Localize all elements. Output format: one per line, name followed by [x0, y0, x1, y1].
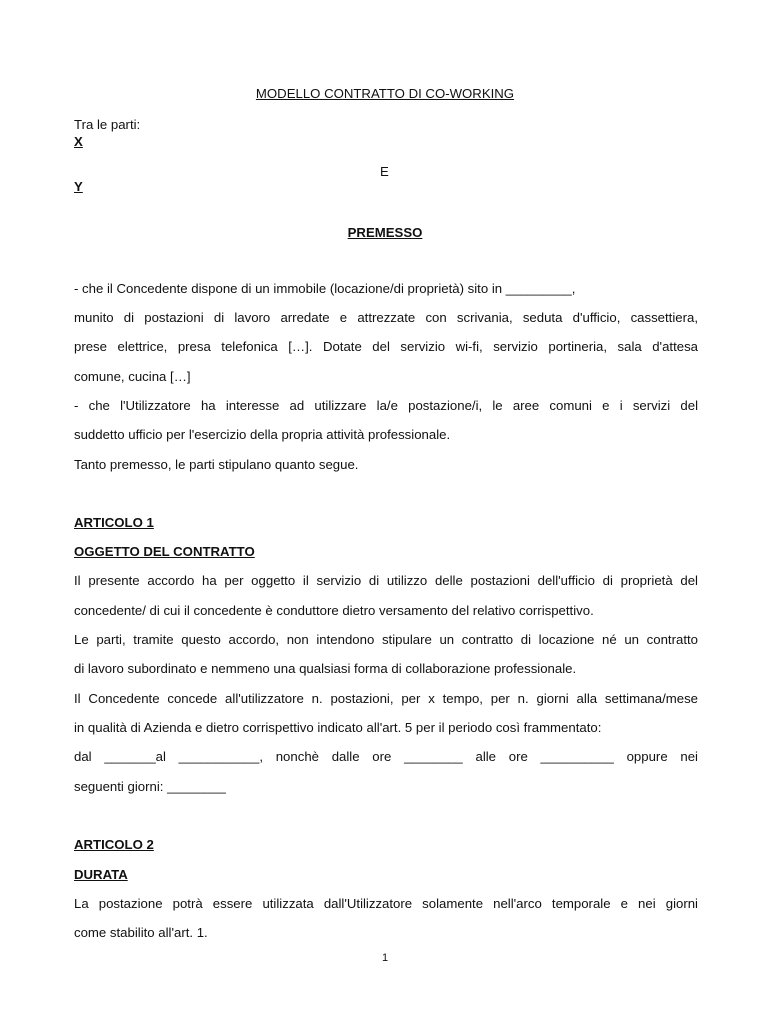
document-title: MODELLO CONTRATTO DI CO-WORKING — [255, 86, 515, 101]
premesso-heading: PREMESSO — [347, 225, 423, 240]
article-2-line: come stabilito all'art. 1. — [74, 925, 208, 940]
premesso-line: comune, cucina […] — [74, 369, 191, 384]
article-1-line: concedente/ di cui il concedente è conduttore dietro versamento del relativo corrispettivo. — [74, 603, 594, 618]
article-1-line: di lavoro subordinato e nemmeno una qualsiasi forma di collaborazione professionale. — [74, 661, 577, 676]
article-2-heading: DURATA — [74, 867, 128, 882]
article-1-line: dal _______al ___________, nonchè dalle ore ________ alle ore __________ oppure nei — [74, 749, 698, 764]
article-2-number: ARTICOLO 2 — [74, 837, 154, 852]
article-2-line: La postazione potrà essere utilizzata dall'Utilizzatore solamente nell'arco temporale e nei giorni — [74, 896, 698, 911]
premesso-line: Tanto premesso, le parti stipulano quanto segue. — [74, 457, 359, 472]
premesso-line: munito di postazioni di lavoro arredate e attrezzate con scrivania, seduta d'ufficio, cassettiera, — [74, 310, 698, 325]
article-1-line: Il Concedente concede all'utilizzatore n. postazioni, per x tempo, per n. giorni alla settimana/mese — [74, 691, 698, 706]
page-number: 1 — [381, 952, 389, 964]
article-1-line: seguenti giorni: ________ — [74, 779, 226, 794]
parties-intro: Tra le parti: — [74, 117, 141, 132]
article-1-line: Il presente accordo ha per oggetto il servizio di utilizzo delle postazioni dell'ufficio di proprietà del — [74, 573, 698, 588]
article-1-number: ARTICOLO 1 — [74, 515, 154, 530]
premesso-line: - che il Concedente dispone di un immobile (locazione/di proprietà) sito in _________, — [74, 281, 576, 296]
party-y: Y — [74, 179, 83, 194]
article-1-line: in qualità di Azienda e dietro corrispettivo indicato all'art. 5 per il periodo così frammentato: — [74, 720, 602, 735]
party-x: X — [74, 134, 83, 149]
premesso-line: suddetto ufficio per l'esercizio della propria attività professionale. — [74, 427, 451, 442]
article-1-line: Le parti, tramite questo accordo, non intendono stipulare un contratto di locazione né un contratto — [74, 632, 698, 647]
premesso-line: - che l'Utilizzatore ha interesse ad utilizzare la/e postazione/i, le aree comuni e i servizi del — [74, 398, 698, 413]
party-conjunction: E — [380, 164, 389, 179]
premesso-line: prese elettrice, presa telefonica […]. Dotate del servizio wi-fi, servizio portineria, sala d'attesa — [74, 339, 698, 354]
article-1-heading: OGGETTO DEL CONTRATTO — [74, 544, 255, 559]
